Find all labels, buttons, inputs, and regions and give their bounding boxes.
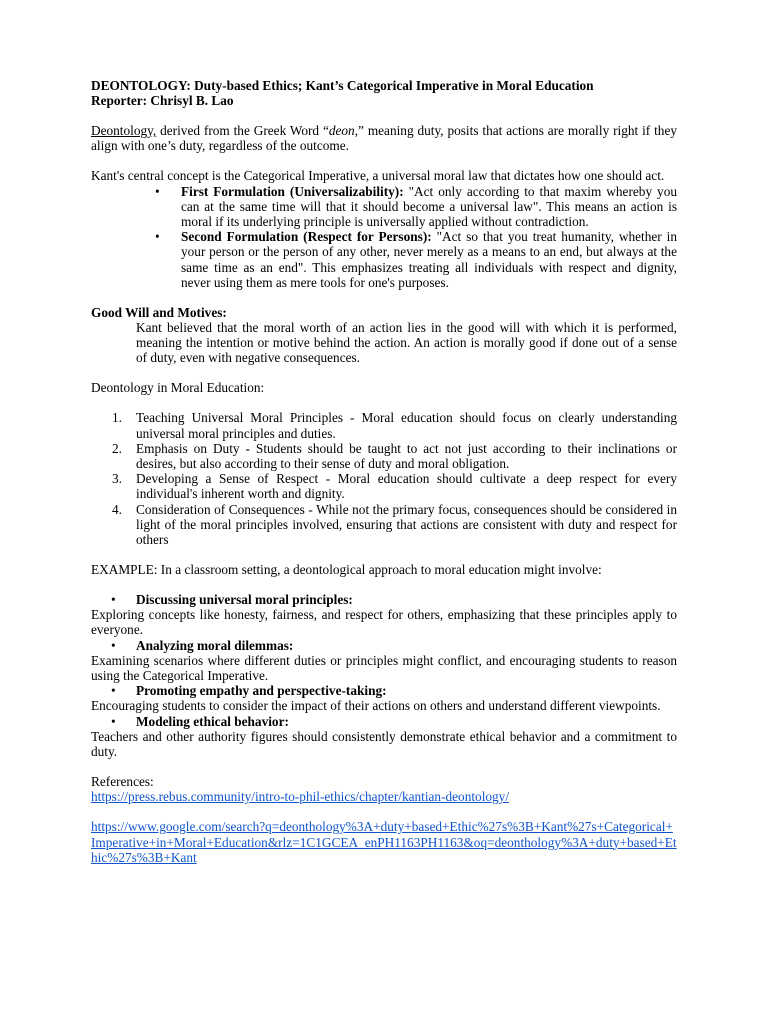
example-heading: • Analyzing moral dilemmas: <box>111 637 294 653</box>
formulations-list <box>91 184 677 290</box>
central-concept-paragraph: Kant's central concept is the Categorical Imperative, a universal moral law that dictates how one should act. <box>91 168 665 184</box>
intro-paragraph <box>91 123 677 153</box>
example-text: Examining scenarios where different duties or principles might conflict, and encouraging students to reason using the Categorical Imperative. <box>91 652 677 684</box>
example-heading: • Promoting empathy and perspective-taking: <box>111 683 387 699</box>
moral-education-heading: Deontology in Moral Education: <box>91 380 265 396</box>
reference-link[interactable]: https://www.google.com/search?q=deonthology%3A+duty+based+Ethic%27s%3B+Kant%27s+Categorical+Imperative+in+Moral+Education&rlz=1C1GCEA_enPH1163PH1163&oq=deonthology%3A+duty+based+Ethic%27s%3B+Kant <box>91 819 677 865</box>
example-text: Teachers and other authority figures should consistently demonstrate ethical behavior and a commitment to duty. <box>91 728 677 760</box>
example-intro: EXAMPLE: In a classroom setting, a deontological approach to moral education might involve: <box>91 562 602 578</box>
example-text: Encouraging students to consider the impact of their actions on others and understand different viewpoints. <box>91 698 661 714</box>
bullet-icon: • <box>155 183 160 199</box>
reference-2 <box>91 819 677 865</box>
bullet-icon: • <box>111 713 116 729</box>
example-heading: • Discussing universal moral principles: <box>111 592 353 608</box>
list-item <box>91 184 677 230</box>
intro-text-before: derived from the Greek Word “ <box>156 123 329 139</box>
intro-term: Deontology, <box>91 123 157 139</box>
formulation-label: Second Formulation (Respect for Persons): <box>181 229 432 245</box>
bullet-icon: • <box>111 637 116 653</box>
example-text: Exploring concepts like honesty, fairness, and respect for others, emphasizing that these principles apply to everyone. <box>91 607 677 638</box>
list-item <box>91 502 677 548</box>
formulation-text: "Act only according to that maxim whereby you can at the same time will that it should become a universal law". This means an action is moral if its underlying principle is universally applied without contradiction. <box>181 183 677 230</box>
example-heading: • Modeling ethical behavior: <box>111 713 289 729</box>
list-item <box>91 441 677 471</box>
list-number: 4. <box>112 501 122 517</box>
intro-text-after: ” meaning duty, posits that actions are morally right if they align with one’s duty, regardless of the outcome. <box>91 123 677 154</box>
list-item <box>91 471 677 501</box>
list-item-text: Developing a Sense of Respect - Moral education should cultivate a deep respect for every individual's inherent worth and dignity. <box>136 471 677 502</box>
formulation-text: "Act so that you treat humanity, whether in your person or the person of any other, never merely as a means to an end, but always at the same time as an end". This emphasizes treating all individuals with respect and dignity, never using them as mere tools for one's purposes. <box>181 229 677 290</box>
list-number: 3. <box>112 471 122 487</box>
references-heading: References: <box>91 774 154 790</box>
reporter-line: Reporter: Chrisyl B. Lao <box>91 93 234 109</box>
bullet-icon: • <box>111 683 116 699</box>
list-number: 1. <box>112 410 122 426</box>
formulation-label: First Formulation (Universalizability): <box>181 183 404 199</box>
list-item-text: Emphasis on Duty - Students should be taught to act not just according to their inclinations or desires, but also according to their sense of duty and moral obligation. <box>136 440 677 472</box>
list-item-text: Consideration of Consequences - While not the primary focus, consequences should be considered in light of the moral principles involved, ensuring that actions are consistent with duty and respect for others <box>136 501 677 548</box>
moral-education-list <box>91 410 677 547</box>
greek-word: deon, <box>328 123 359 139</box>
good-will-paragraph: Kant believed that the moral worth of an action lies in the good will with which it is performed, meaning the intention or motive behind the action. An action is morally good if done out of a sense of duty, even with negative consequences. <box>136 320 677 366</box>
reference-1 <box>91 789 677 804</box>
bullet-icon: • <box>155 229 160 245</box>
list-item <box>91 229 677 290</box>
bullet-icon: • <box>111 592 116 608</box>
document-title: DEONTOLOGY: Duty-based Ethics; Kant’s Categorical Imperative in Moral Education <box>91 78 594 93</box>
list-number: 2. <box>112 440 122 456</box>
list-item-text: Teaching Universal Moral Principles - Moral education should focus on clearly understanding universal moral principles and duties. <box>136 410 677 441</box>
reference-link[interactable]: https://press.rebus.community/intro-to-phil-ethics/chapter/kantian-deontology/ <box>91 789 510 805</box>
good-will-heading: Good Will and Motives: <box>91 304 227 320</box>
list-item <box>91 410 677 440</box>
